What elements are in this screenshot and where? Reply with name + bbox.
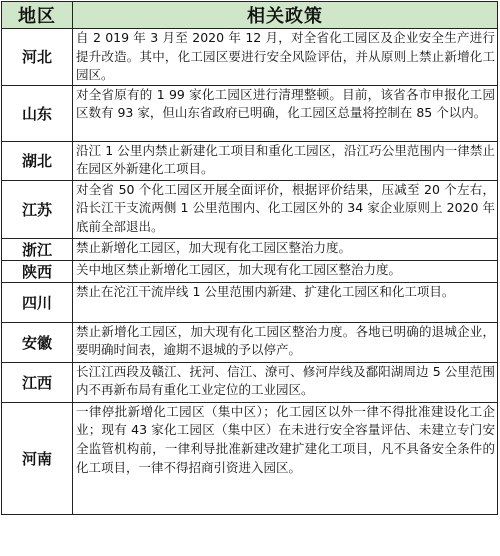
table-row (2, 402, 498, 514)
policy-cell: 长江江西段及赣江、抚河、信江、潦可、修河岸线及鄱阳湖周边 5 公里范围内不再新布局有重化工业定位的工业园区。 (73, 362, 498, 402)
region-cell: 江苏 (2, 180, 73, 238)
table-row (2, 141, 498, 180)
region-cell: 四川 (2, 282, 73, 322)
table-row (2, 180, 498, 238)
header-region: 地区 (2, 2, 73, 29)
region-cell: 浙江 (2, 238, 73, 260)
table-row (2, 260, 498, 282)
region-cell: 山东 (2, 85, 73, 141)
policy-cell: 沿江 1 公里内禁止新建化工项目和重化工园区，沿江巧公里范围内一律禁止在园区外新建化工项目。 (73, 141, 498, 180)
policy-cell: 禁止在沱江干流岸线 1 公里范围内新建、扩建化工园区和化工项目。 (73, 282, 498, 322)
region-cell: 陕西 (2, 260, 73, 282)
table-row (2, 362, 498, 402)
table-row (2, 85, 498, 141)
table-row (2, 322, 498, 362)
table-header-row (2, 2, 498, 29)
policy-cell: 关中地区禁止新增化工园区，加大现有化工园区整治力度。 (73, 260, 498, 282)
policy-cell: 对全省 50 个化工园区开展全面评价，根据评价结果，压减至 20 个左右，沿长江干支流两侧 1 公里范围内、化工园区外的 34 家企业原则上 2020 年底前全部退出。 (73, 180, 498, 238)
region-cell: 湖北 (2, 141, 73, 180)
policy-cell: 自 2 019 年 3 月至 2020 年 12 月，对全省化工园区及企业安全生产进行提升改造。其中，化工园区要进行安全风险评估，并从原则上禁止新增化工园区。 (73, 29, 498, 86)
policy-cell: 对全省原有的 1 99 家化工园区进行清理整顿。目前，该省各市申报化工园区数有 93 家，但山东省政府已明确，化工园区总量将控制在 85 个以内。 (73, 85, 498, 141)
header-policy: 相关政策 (73, 2, 498, 29)
policy-cell: 一律停批新增化工园区（集中区）；化工园区以外一律不得批准建设化工企业；现有 43 家化工园区（集中区）在未进行安全容量评估、未建立专门安全监管机构前，一律利导批准新建改建扩建化工项目，凡不具备安全条件的化工项目，一律不得招商引资进入园区。 (73, 402, 498, 514)
policy-cell: 禁止新增化工园区，加大现有化工园区整治力度。各地已明确的退城企业，要明确时间表，逾期不退城的予以停产。 (73, 322, 498, 362)
table-row (2, 238, 498, 260)
policy-cell: 禁止新增化工园区，加大现有化工园区整治力度。 (73, 238, 498, 260)
region-cell: 河北 (2, 29, 73, 86)
policy-table (1, 1, 498, 515)
region-cell: 河南 (2, 402, 73, 514)
table-row (2, 29, 498, 86)
table-row (2, 282, 498, 322)
policy-table-container (1, 1, 497, 515)
region-cell: 江西 (2, 362, 73, 402)
region-cell: 安徽 (2, 322, 73, 362)
